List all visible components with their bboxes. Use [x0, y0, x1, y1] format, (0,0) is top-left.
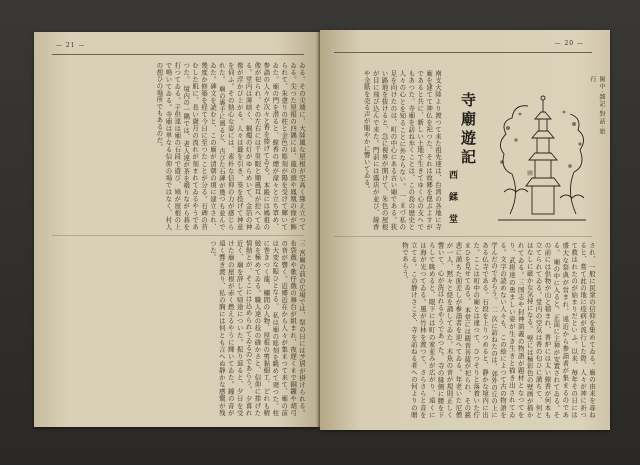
right-bottom-column-4: 次に訪ねたのは、郊外の丘の上にある仏寺である。石段を上りつめると、静かな境内に出た。ここは町中の廟とは違つて、ひつそりと落着いた佇まひを見せてゐる。 [463, 242, 499, 418]
right-section-2: 二 [490, 306, 499, 313]
right-page-number-value: 20 [564, 40, 575, 47]
left-lower-block [58, 240, 306, 416]
right-section-1: 一 [398, 192, 407, 200]
right-bottom-column-6: 寺の縁側に腰を下ろして眺めると、眼下には町の家並みが広がり、遠くには海が光つてゐる。風が竹林を渡つて、さらさらと音を立てる。この静けさこそ、寺を訪ねる者への何よりの贈物であらう。 [400, 242, 445, 418]
right-header-label: 閑中·雜記·對話·旅行 [589, 76, 605, 136]
left-column-7: 夕暮れ近く、廟を辞して帰途についた。振り返ると、夕日を受けた廟の屋根が赤く燃えるやうに輝いてゐた。鐘の音が遠く響き渡り、私の胸には何とも言へぬ静かな感慨が残つた。 [208, 240, 253, 416]
right-bottom-column-0: され、一般に民衆の信仰を集めてゐる。廟の由来を尋ねると、嘗て此の地に疫病が流行した際、人々が神に祈つて救はれたのが始まりだといふ。以来、毎年その日には盛大な祭典が営まれ、遠近から参詣者が集まるのである。 [552, 242, 596, 418]
article-author: 西 鍒 堂 [447, 170, 457, 229]
right-bottom-column-2: 壁には極彩色の壁画が描かれてゐる。三国志や封神演義の物語が題材となつてをり、武将達の勇ましい姿が生き生きと描き出されてゐる。文字の読めない人々も、この絵によつて古の物語を学んだのであらう。 [490, 242, 534, 418]
left-column-6: 私は廟の彫刻を眺めて廻つた。柱に巻きつく龍、欄間の人物、屋根の剪黏細工、どれも精緻を極めてゐる。職人達の技の確かさと、信仰に捧げた情熱とが、そこには込められてゐるのであらう。 [244, 240, 280, 416]
left-column-5: 宮廟の前の広場では、祭の日には芝居が掛けられる。布袋戲や歌仔戲の舞台が組まれ、夜遅くまで銅鑼や胡弓の音が響く。近郷近在から人々が集まつて来て、廟の前は大変な賑ひとなる。 [271, 240, 306, 416]
right-bottom-column-5: 本堂には観音菩薩が祀られ、その慈悲に満ちた面差しが参詣者を迎へてゐる。年老いた尼僧が一人、黙々と経を誦してゐた。木魚の音が規則正しく響いて、心が洗はれるやうであつた。 [436, 242, 472, 418]
left-header-rule [52, 54, 304, 55]
right-page [320, 30, 610, 430]
right-upper-block [334, 70, 442, 230]
right-lower-block [334, 242, 596, 418]
right-mid-rule [334, 236, 592, 237]
left-column-3: 境内の一隅では、老人達が茶を啜りながら碁を打つてゐる。子供達は廟の石段で遊び、鳩が屋根の上で鳴いてゐる。寺廟は単なる信仰の場ではなく、村人の憩ひの場所でもあるのだ。 [155, 62, 191, 230]
right-bottom-column-1: 廟の中に入ると、正面に主神が安置されてゐる。その前には供物が山と積まれ、香炉には太い線香が何本も立てられてゐる。堂内の空気は香の匂ひに満ちて、何とはなしに厳かな気持になる。 [525, 242, 561, 418]
article-title: 寺廟遊記 [459, 92, 477, 168]
left-page [34, 32, 320, 427]
pagoda-illustration [490, 74, 590, 224]
left-column-1: 本殿には媽祖の像が祀られ、その左右には千里眼と順風耳が控へてゐる。堂内は薄暗く、蝋燭の灯がゆらめいて、金箔の神像が浮かび上がる。人々は籤を引き、筊を投げて神意を伺ふ。その熱心な姿には、素朴な信仰の力が感じられた。 [217, 62, 271, 230]
right-page-number: — 20 — [554, 40, 584, 47]
right-top-column-0: 南支大陸より渡つて来た祖先達は、台湾の各地に寺廟を建てて神仏を祀つた。それは故郷を偲ぶよすがであると共に、新しい土地で生きてゆく心の支へでもあつた。寺廟を訪ね歩くことは、この島の歴史と人々の心とを知ることに外ならない。 [398, 70, 442, 230]
right-top-column-2: まづ私の足を向けたのは、町の中心にある古い廟である。狭い路地を抜けると、急に視界が開けて、朱色の屋根が目に飛び込んで来た。門前には露店が並び、線香や金紙を売る声が賑やかに響いてゐる。 [362, 70, 407, 230]
left-column-0: ゐる。その尖端に、大陸風な屋根が空高く聳え立つてゐる。尖つた屋根の四隅には、龍の頭や鳳凰の像が飾られて、朱塗りの柱と金色の彫刻が陽を受けて輝いてゐた。廟の門を潜ると、線香の煙が濛々と立ち罩め、参詣の人々が次々と香を捧げてゐる。 [262, 62, 306, 230]
left-page-number: — 21 — [56, 42, 86, 49]
right-header-rule [334, 52, 592, 53]
left-page-number-value: 21 [65, 42, 76, 49]
left-mid-rule [52, 235, 304, 236]
left-upper-block [58, 62, 306, 230]
illustration-caption: 圖 [526, 170, 532, 177]
left-section-number: 三 [298, 240, 306, 247]
left-column-2: 廟の裏手に廻ると、古びた石碑が幾つも並んでゐた。碑文を読むと、この廟が清朝の頃に建立され、幾度か修築を経て今日に至つたことが分る。石碑の苔むした肌に、長い歳月の流れが刻まれてゐるやうであつた。 [182, 62, 226, 230]
